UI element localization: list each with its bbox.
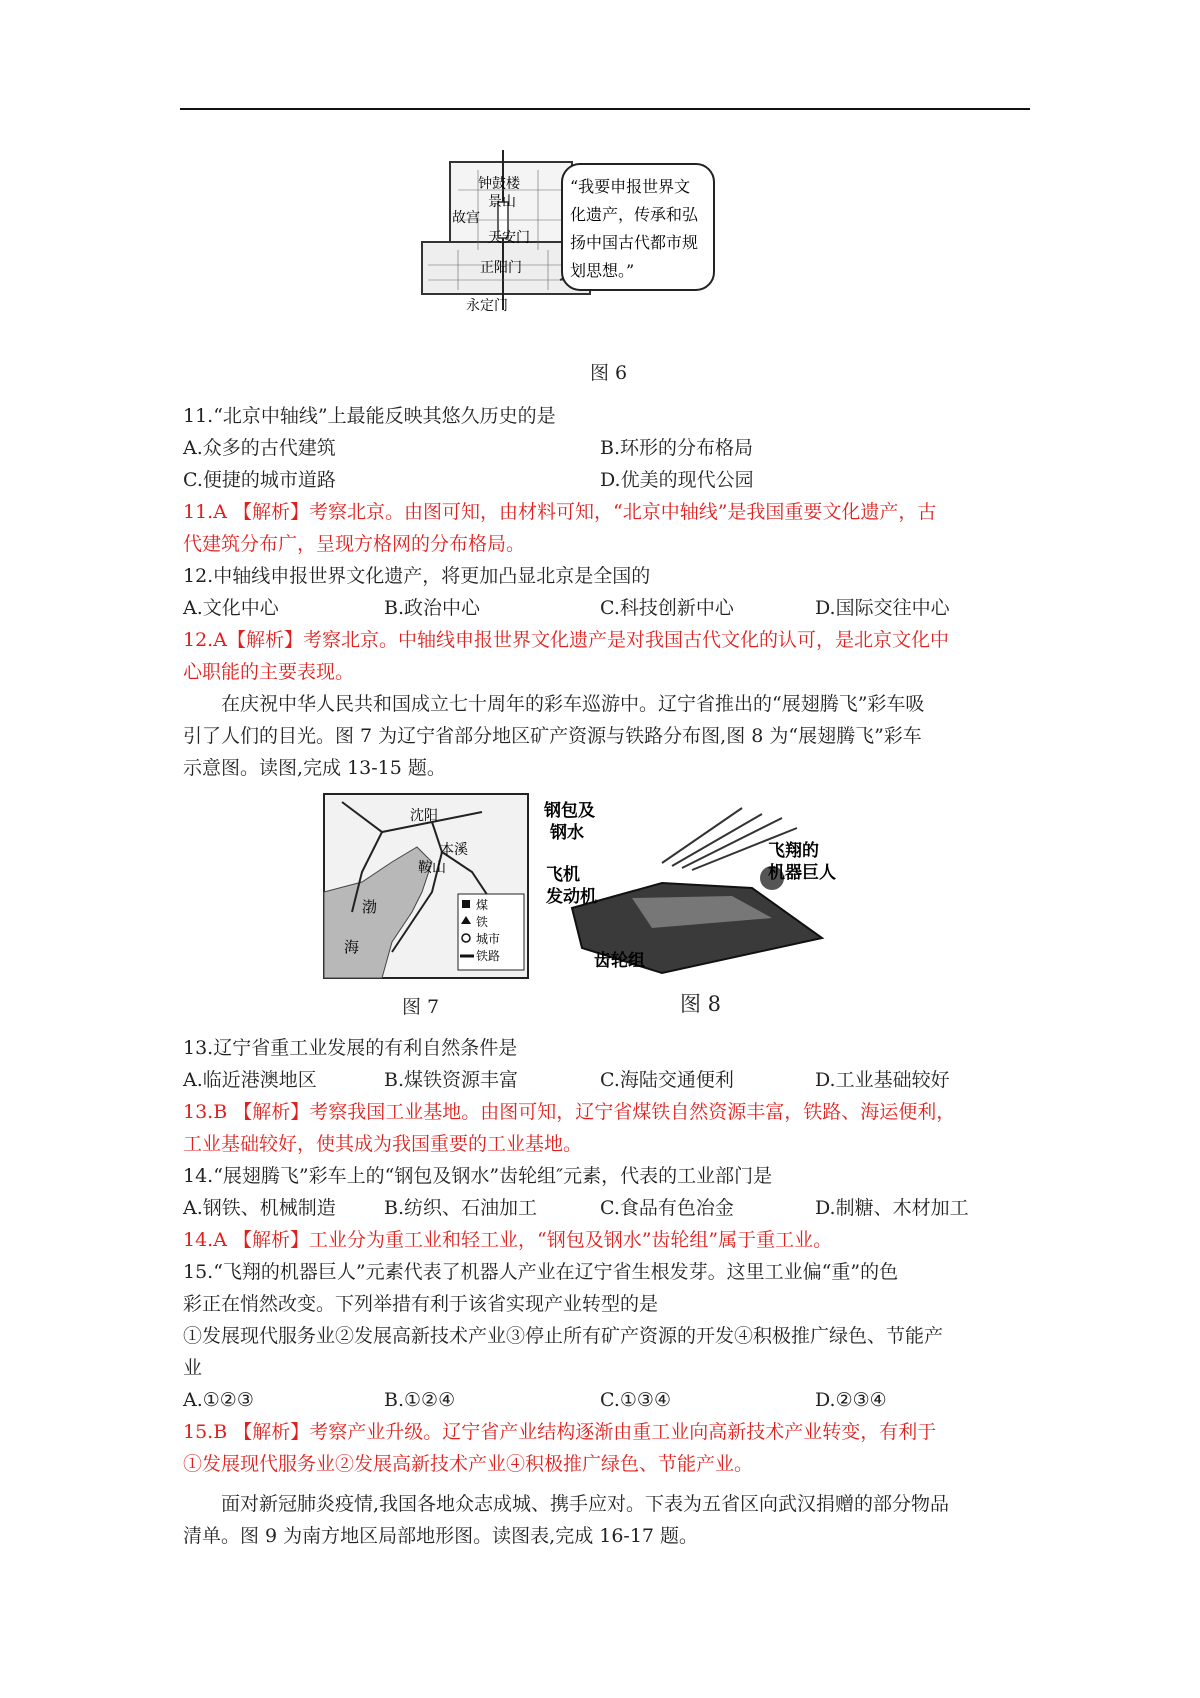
label-hai: 海 (344, 938, 360, 956)
label-yongdingmen: 永定门 (466, 298, 508, 314)
q15-stem-line-1: 15.“飞翔的机器巨人”元素代表了机器人产业在辽宁省生根发芽。这里工业偏“重”的色 (183, 1261, 899, 1283)
q15-answer-line-2: ①发展现代服务业②发展高新技术产业④积极推广绿色、节能产业。 (183, 1453, 754, 1475)
q12-answer-line-2: 心职能的主要表现。 (183, 661, 355, 683)
speech-line-4: 划思想。” (570, 261, 635, 280)
legend-railway: 铁路 (476, 949, 501, 963)
q14-stem: 14.“展翅腾飞”彩车上的“钢包及钢水”齿轮组″元素，代表的工业部门是 (183, 1165, 773, 1187)
label-tiananmen: 天安门 (488, 230, 530, 246)
intro3-line-1: 面对新冠肺炎疫情,我国各地众志成城、携手应对。下表为五省区向武汉捐赠的部分物品 (221, 1493, 950, 1515)
label-engine-2: 发动机 (546, 887, 597, 907)
q14-answer-line-1: 14.A 【解析】工业分为重工业和轻工业，“钢包及钢水”齿轮组”属于重工业。 (183, 1229, 833, 1251)
coal-icon (462, 900, 470, 908)
q11-option-d: D.优美的现代公园 (600, 469, 754, 491)
q12-answer-line-1: 12.A【解析】考察北京。中轴线申报世界文化遗产是对我国古代文化的认可，是北京文化中 (183, 629, 949, 651)
q15-option-d: D.②③④ (815, 1389, 887, 1411)
label-bell-drum: 钟鼓楼 (478, 176, 520, 192)
label-engine-1: 飞机 (546, 865, 580, 885)
figure-8-float (542, 788, 842, 978)
q12-option-b: B.政治中心 (384, 597, 481, 619)
q11-stem: 11.“北京中轴线”上最能反映其悠久历史的是 (183, 405, 556, 427)
speech-line-1: “我要申报世界文 (570, 177, 691, 196)
q15-option-b: B.①②④ (384, 1389, 456, 1411)
q13-option-b: B.煤铁资源丰富 (384, 1069, 519, 1091)
q15-stem-line-2: 彩正在悄然改变。下列举措有利于该省实现产业转型的是 (183, 1293, 659, 1315)
label-bo: 渤 (362, 898, 378, 916)
q13-answer-line-2: 工业基础较好，使其成为我国重要的工业基地。 (183, 1133, 583, 1155)
q13-option-d: D.工业基础较好 (815, 1069, 950, 1091)
legend-city: 城市 (476, 932, 501, 946)
q13-answer-line-1: 13.B 【解析】考察我国工业基地。由图可知，辽宁省煤铁自然资源丰富，铁路、海运便利， (183, 1101, 956, 1123)
figure-6-caption: 图 6 (590, 362, 628, 384)
q14-option-c: C.食品有色冶金 (600, 1197, 734, 1219)
intro2-line-3: 示意图。读图,完成 13-15 题。 (183, 757, 446, 779)
q15-stem-line-3: ①发展现代服务业②发展高新技术产业③停止所有矿产资源的开发④积极推广绿色、节能产 (183, 1325, 944, 1347)
q12-option-d: D.国际交往中心 (815, 597, 950, 619)
q15-option-a: A.①②③ (183, 1389, 254, 1411)
intro2-line-1: 在庆祝中华人民共和国成立七十周年的彩车巡游中。辽宁省推出的“展翅腾飞”彩车吸 (221, 693, 925, 715)
legend-coal: 煤 (476, 898, 489, 912)
q12-stem: 12.中轴线申报世界文化遗产，将更加凸显北京是全国的 (183, 565, 651, 587)
figure-7-caption: 图 7 (402, 996, 440, 1018)
label-anshan: 鞍山 (418, 860, 446, 876)
q13-stem: 13.辽宁省重工业发展的有利自然条件是 (183, 1037, 518, 1059)
speech-line-3: 扬中国古代都市规 (570, 233, 699, 252)
q15-stem-line-4: 业 (183, 1357, 203, 1379)
label-palace: 故宫 (452, 210, 480, 226)
intro2-line-2: 引了人们的目光。图 7 为辽宁省部分地区矿产资源与铁路分布图,图 8 为“展翅腾飞”彩车 (183, 725, 922, 747)
label-robot-1: 飞翔的 (768, 841, 819, 861)
figure-8-caption: 图 8 (680, 992, 722, 1016)
speech-line-2: 化遗产，传承和弘 (570, 205, 699, 224)
q11-option-c: C.便捷的城市道路 (183, 469, 336, 491)
label-benxi: 本溪 (440, 842, 468, 858)
intro3-line-2: 清单。图 9 为南方地区局部地形图。读图表,完成 16-17 题。 (183, 1525, 699, 1547)
label-shenyang: 沈阳 (410, 808, 438, 824)
q15-answer-line-1: 15.B 【解析】考察产业升级。辽宁省产业结构逐渐由重工业向高新技术产业转变，有利于 (183, 1421, 937, 1443)
legend-iron: 铁 (476, 915, 489, 929)
label-steel-1: 钢包及 (544, 801, 595, 821)
q11-answer-line-2: 代建筑分布广，呈现方格网的分布格局。 (183, 533, 526, 555)
q12-option-a: A.文化中心 (183, 597, 279, 619)
q14-option-a: A.钢铁、机械制造 (183, 1197, 336, 1219)
q13-option-a: A.临近港澳地区 (183, 1069, 317, 1091)
figure-7-map (322, 792, 532, 982)
header-rule (180, 108, 1030, 110)
label-gear: 齿轮组 (594, 951, 645, 971)
q15-option-c: C.①③④ (600, 1389, 671, 1411)
q14-option-b: B.纺织、石油加工 (384, 1197, 538, 1219)
q12-option-c: C.科技创新中心 (600, 597, 734, 619)
label-zhengyangmen: 正阳门 (480, 260, 522, 276)
figure-6-map (418, 150, 718, 346)
label-robot-2: 机器巨人 (768, 863, 836, 883)
label-steel-2: 钢水 (550, 823, 584, 843)
q13-option-c: C.海陆交通便利 (600, 1069, 734, 1091)
q14-option-d: D.制糖、木材加工 (815, 1197, 969, 1219)
q11-option-a: A.众多的古代建筑 (183, 437, 336, 459)
q11-answer-line-1: 11.A 【解析】考察北京。由图可知，由材料可知，“北京中轴线”是我国重要文化遗产，古 (183, 501, 937, 523)
q11-option-b: B.环形的分布格局 (600, 437, 754, 459)
label-jingshan: 景山 (488, 194, 516, 210)
